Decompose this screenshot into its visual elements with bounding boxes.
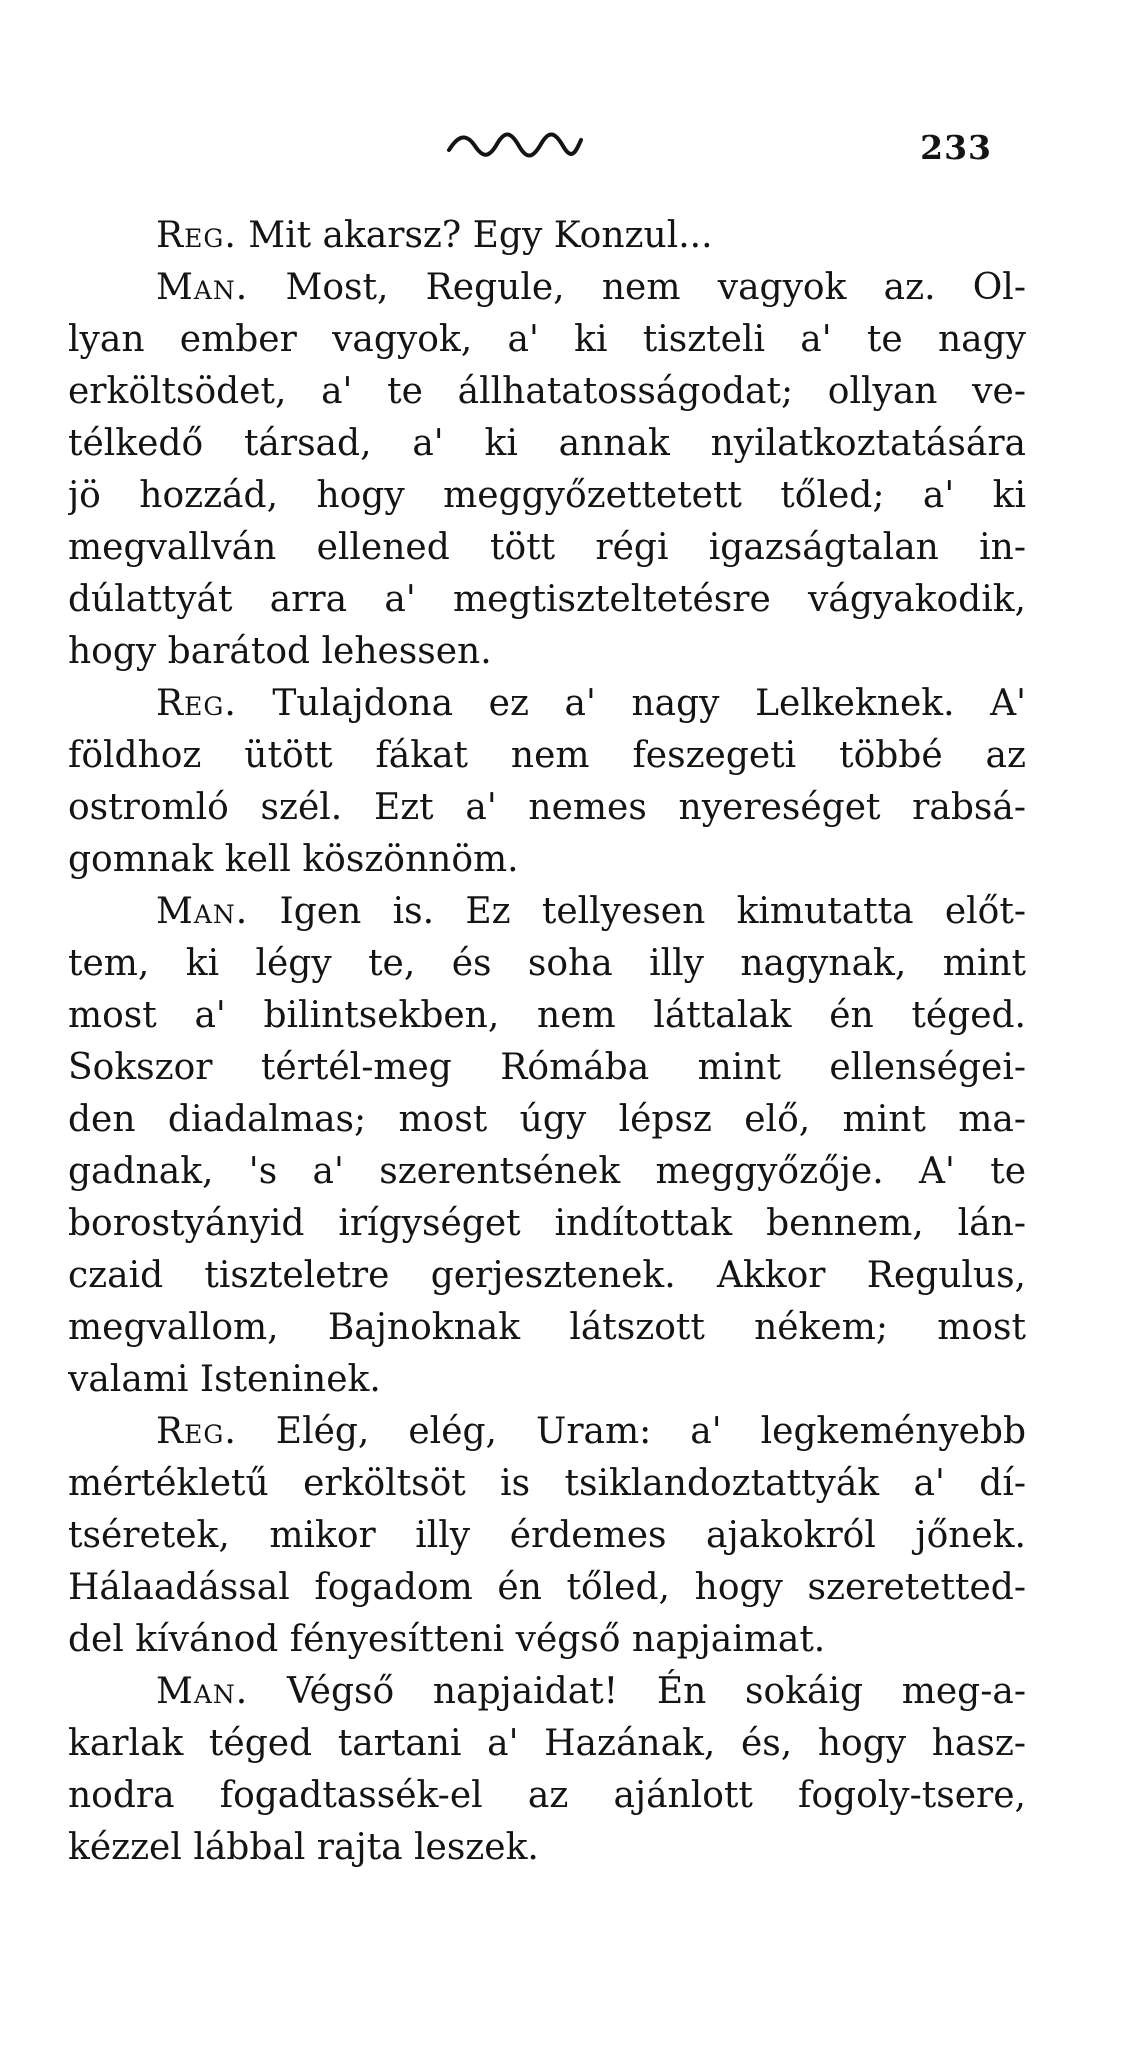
line-text: Végső napjaidat! Én sokáig meg-a- bbox=[248, 1671, 1026, 1712]
line-text: Mit akarsz? Egy Konzul... bbox=[236, 215, 713, 256]
text-line bbox=[68, 1198, 1026, 1250]
line-text: kézzel lábbal rajta leszek. bbox=[68, 1827, 539, 1868]
text-line bbox=[68, 1458, 1026, 1510]
speaker-name: Reg. bbox=[156, 215, 237, 256]
text-line bbox=[68, 1510, 1026, 1562]
text-line bbox=[68, 314, 1026, 366]
speaker-name: Reg. bbox=[156, 683, 237, 724]
line-text: nodra fogadtassék-el az ajánlott fogoly-tsere, bbox=[68, 1775, 1026, 1816]
text-line bbox=[68, 522, 1026, 574]
text-line bbox=[68, 678, 1026, 730]
text-line bbox=[68, 470, 1026, 522]
text-line bbox=[68, 626, 1026, 678]
line-text: erköltsödet, a' te állhatatosságodat; ollyan ve- bbox=[68, 371, 1026, 412]
text-line bbox=[68, 366, 1026, 418]
line-text: lyan ember vagyok, a' ki tiszteli a' te nagy bbox=[68, 319, 1026, 360]
line-text: borostyányid irígységet indítottak bennem, lán- bbox=[68, 1203, 1026, 1244]
text-line bbox=[68, 1666, 1026, 1718]
ornament-flourish-icon bbox=[445, 128, 585, 160]
text-line bbox=[68, 1770, 1026, 1822]
text-line bbox=[68, 1822, 1026, 1874]
line-text: tséretek, mikor illy érdemes ajakokról jőnek. bbox=[68, 1515, 1026, 1556]
line-text: Elég, elég, Uram: a' legkeményebb bbox=[236, 1411, 1026, 1452]
line-text: czaid tiszteletre gerjesztenek. Akkor Regulus, bbox=[68, 1255, 1026, 1296]
line-text: mértékletű erköltsöt is tsiklandoztattyák a' dí- bbox=[68, 1463, 1026, 1504]
text-line bbox=[68, 730, 1026, 782]
text-line bbox=[68, 938, 1026, 990]
line-text: földhoz ütött fákat nem feszegeti többé az bbox=[68, 735, 1026, 776]
dialogue-text bbox=[68, 210, 1026, 1874]
line-text: most a' bilintsekben, nem láttalak én téged. bbox=[68, 995, 1026, 1036]
text-line bbox=[68, 886, 1026, 938]
text-line bbox=[68, 210, 1026, 262]
line-text: del kívánod fényesítteni végső napjaimat. bbox=[68, 1619, 826, 1660]
line-text: tem, ki légy te, és soha illy nagynak, mint bbox=[68, 943, 1026, 984]
line-text: den diadalmas; most úgy lépsz elő, mint ma- bbox=[68, 1099, 1026, 1140]
line-text: megvallom, Bajnoknak látszott nékem; most bbox=[68, 1307, 1026, 1348]
text-line bbox=[68, 1718, 1026, 1770]
page-header bbox=[0, 128, 1122, 168]
text-line bbox=[68, 1146, 1026, 1198]
line-text: megvallván ellened tött régi igazságtalan in- bbox=[68, 527, 1026, 568]
line-text: dúlattyát arra a' megtiszteltetésre vágyakodik, bbox=[68, 579, 1026, 620]
text-line bbox=[68, 1614, 1026, 1666]
text-line bbox=[68, 990, 1026, 1042]
text-line bbox=[68, 1250, 1026, 1302]
line-text: télkedő társad, a' ki annak nyilatkoztatására bbox=[68, 423, 1026, 464]
text-line bbox=[68, 1302, 1026, 1354]
text-line bbox=[68, 1562, 1026, 1614]
line-text: Tulajdona ez a' nagy Lelkeknek. A' bbox=[236, 683, 1026, 724]
text-line bbox=[68, 834, 1026, 886]
text-line bbox=[68, 574, 1026, 626]
text-line bbox=[68, 418, 1026, 470]
text-line bbox=[68, 1354, 1026, 1406]
text-line bbox=[68, 1042, 1026, 1094]
line-text: Most, Regule, nem vagyok az. Ol- bbox=[248, 267, 1026, 308]
line-text: karlak téged tartani a' Hazának, és, hogy hasz- bbox=[68, 1723, 1026, 1764]
line-text: jö hozzád, hogy meggyőzettetett tőled; a' ki bbox=[68, 475, 1026, 516]
line-text: Igen is. Ez tellyesen kimutatta előt- bbox=[248, 891, 1026, 932]
line-text: gadnak, 's a' szerentsének meggyőzője. A' te bbox=[68, 1151, 1026, 1192]
line-text: gomnak kell köszönnöm. bbox=[68, 839, 519, 880]
speaker-name: Reg. bbox=[156, 1411, 237, 1452]
text-line bbox=[68, 782, 1026, 834]
line-text: Hálaadással fogadom én tőled, hogy szeretetted- bbox=[68, 1567, 1026, 1608]
speaker-name: Man. bbox=[156, 1671, 249, 1712]
text-line bbox=[68, 262, 1026, 314]
page-number: 233 bbox=[920, 128, 992, 167]
speaker-name: Man. bbox=[156, 267, 249, 308]
line-text: ostromló szél. Ezt a' nemes nyereséget rabsá- bbox=[68, 787, 1026, 828]
text-line bbox=[68, 1406, 1026, 1458]
speaker-name: Man. bbox=[156, 891, 249, 932]
line-text: Sokszor tértél-meg Rómába mint ellenségei- bbox=[68, 1047, 1026, 1088]
line-text: hogy barátod lehessen. bbox=[68, 631, 492, 672]
text-line bbox=[68, 1094, 1026, 1146]
line-text: valami Isteninek. bbox=[68, 1359, 381, 1400]
